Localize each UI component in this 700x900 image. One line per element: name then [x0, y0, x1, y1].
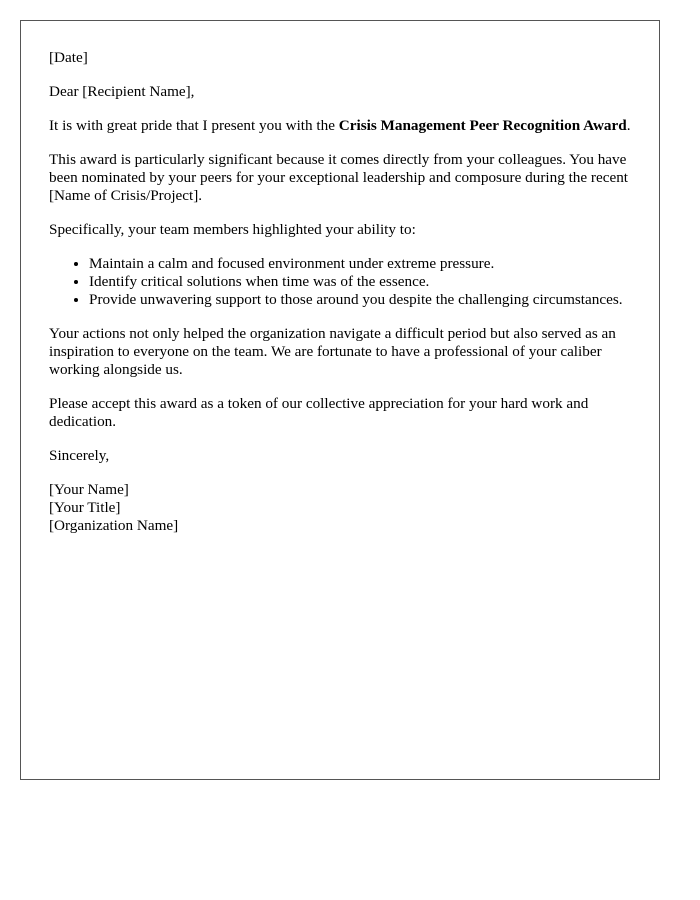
letter-salutation: Dear [Recipient Name],	[49, 83, 195, 100]
signature-organization: [Organization Name]	[49, 517, 179, 534]
list-item: • Identify critical solutions when time was of the essence.	[89, 273, 631, 291]
list-item: • Provide unwavering support to those around you despite the challenging circumstances.	[89, 291, 631, 309]
letter-paragraph-abilities-intro: Specifically, your team members highlighted your ability to:	[49, 221, 416, 238]
intro-text: It is with great pride that I present you with the	[49, 117, 339, 134]
signature-title: [Your Title]	[49, 499, 121, 516]
list-item: • Maintain a calm and focused environment under extreme pressure.	[89, 255, 631, 273]
abilities-list	[49, 255, 631, 309]
letter-paragraph-significance: This award is particularly significant because it comes directly from your colleagues. You have been nominated by your peers for your exceptional leadership and composure during the recent [Name of Crisis/Project].	[49, 151, 629, 204]
letter-intro	[49, 117, 631, 135]
letter-paragraph-appreciation: Please accept this award as a token of our collective appreciation for your hard work and dedication.	[49, 395, 589, 430]
letter-date: [Date]	[49, 49, 88, 66]
letter-closing: Sincerely,	[49, 447, 110, 464]
letter-document	[20, 20, 660, 780]
letter-paragraph-impact: Your actions not only helped the organization navigate a difficult period but also served as an inspiration to everyone on the team. We are fortunate to have a professional of your caliber working alongside us.	[49, 325, 616, 378]
award-name: Crisis Management Peer Recognition Award	[338, 117, 627, 134]
signature-block	[49, 481, 631, 535]
signature-name: [Your Name]	[49, 481, 129, 498]
intro-period: .	[626, 117, 631, 134]
